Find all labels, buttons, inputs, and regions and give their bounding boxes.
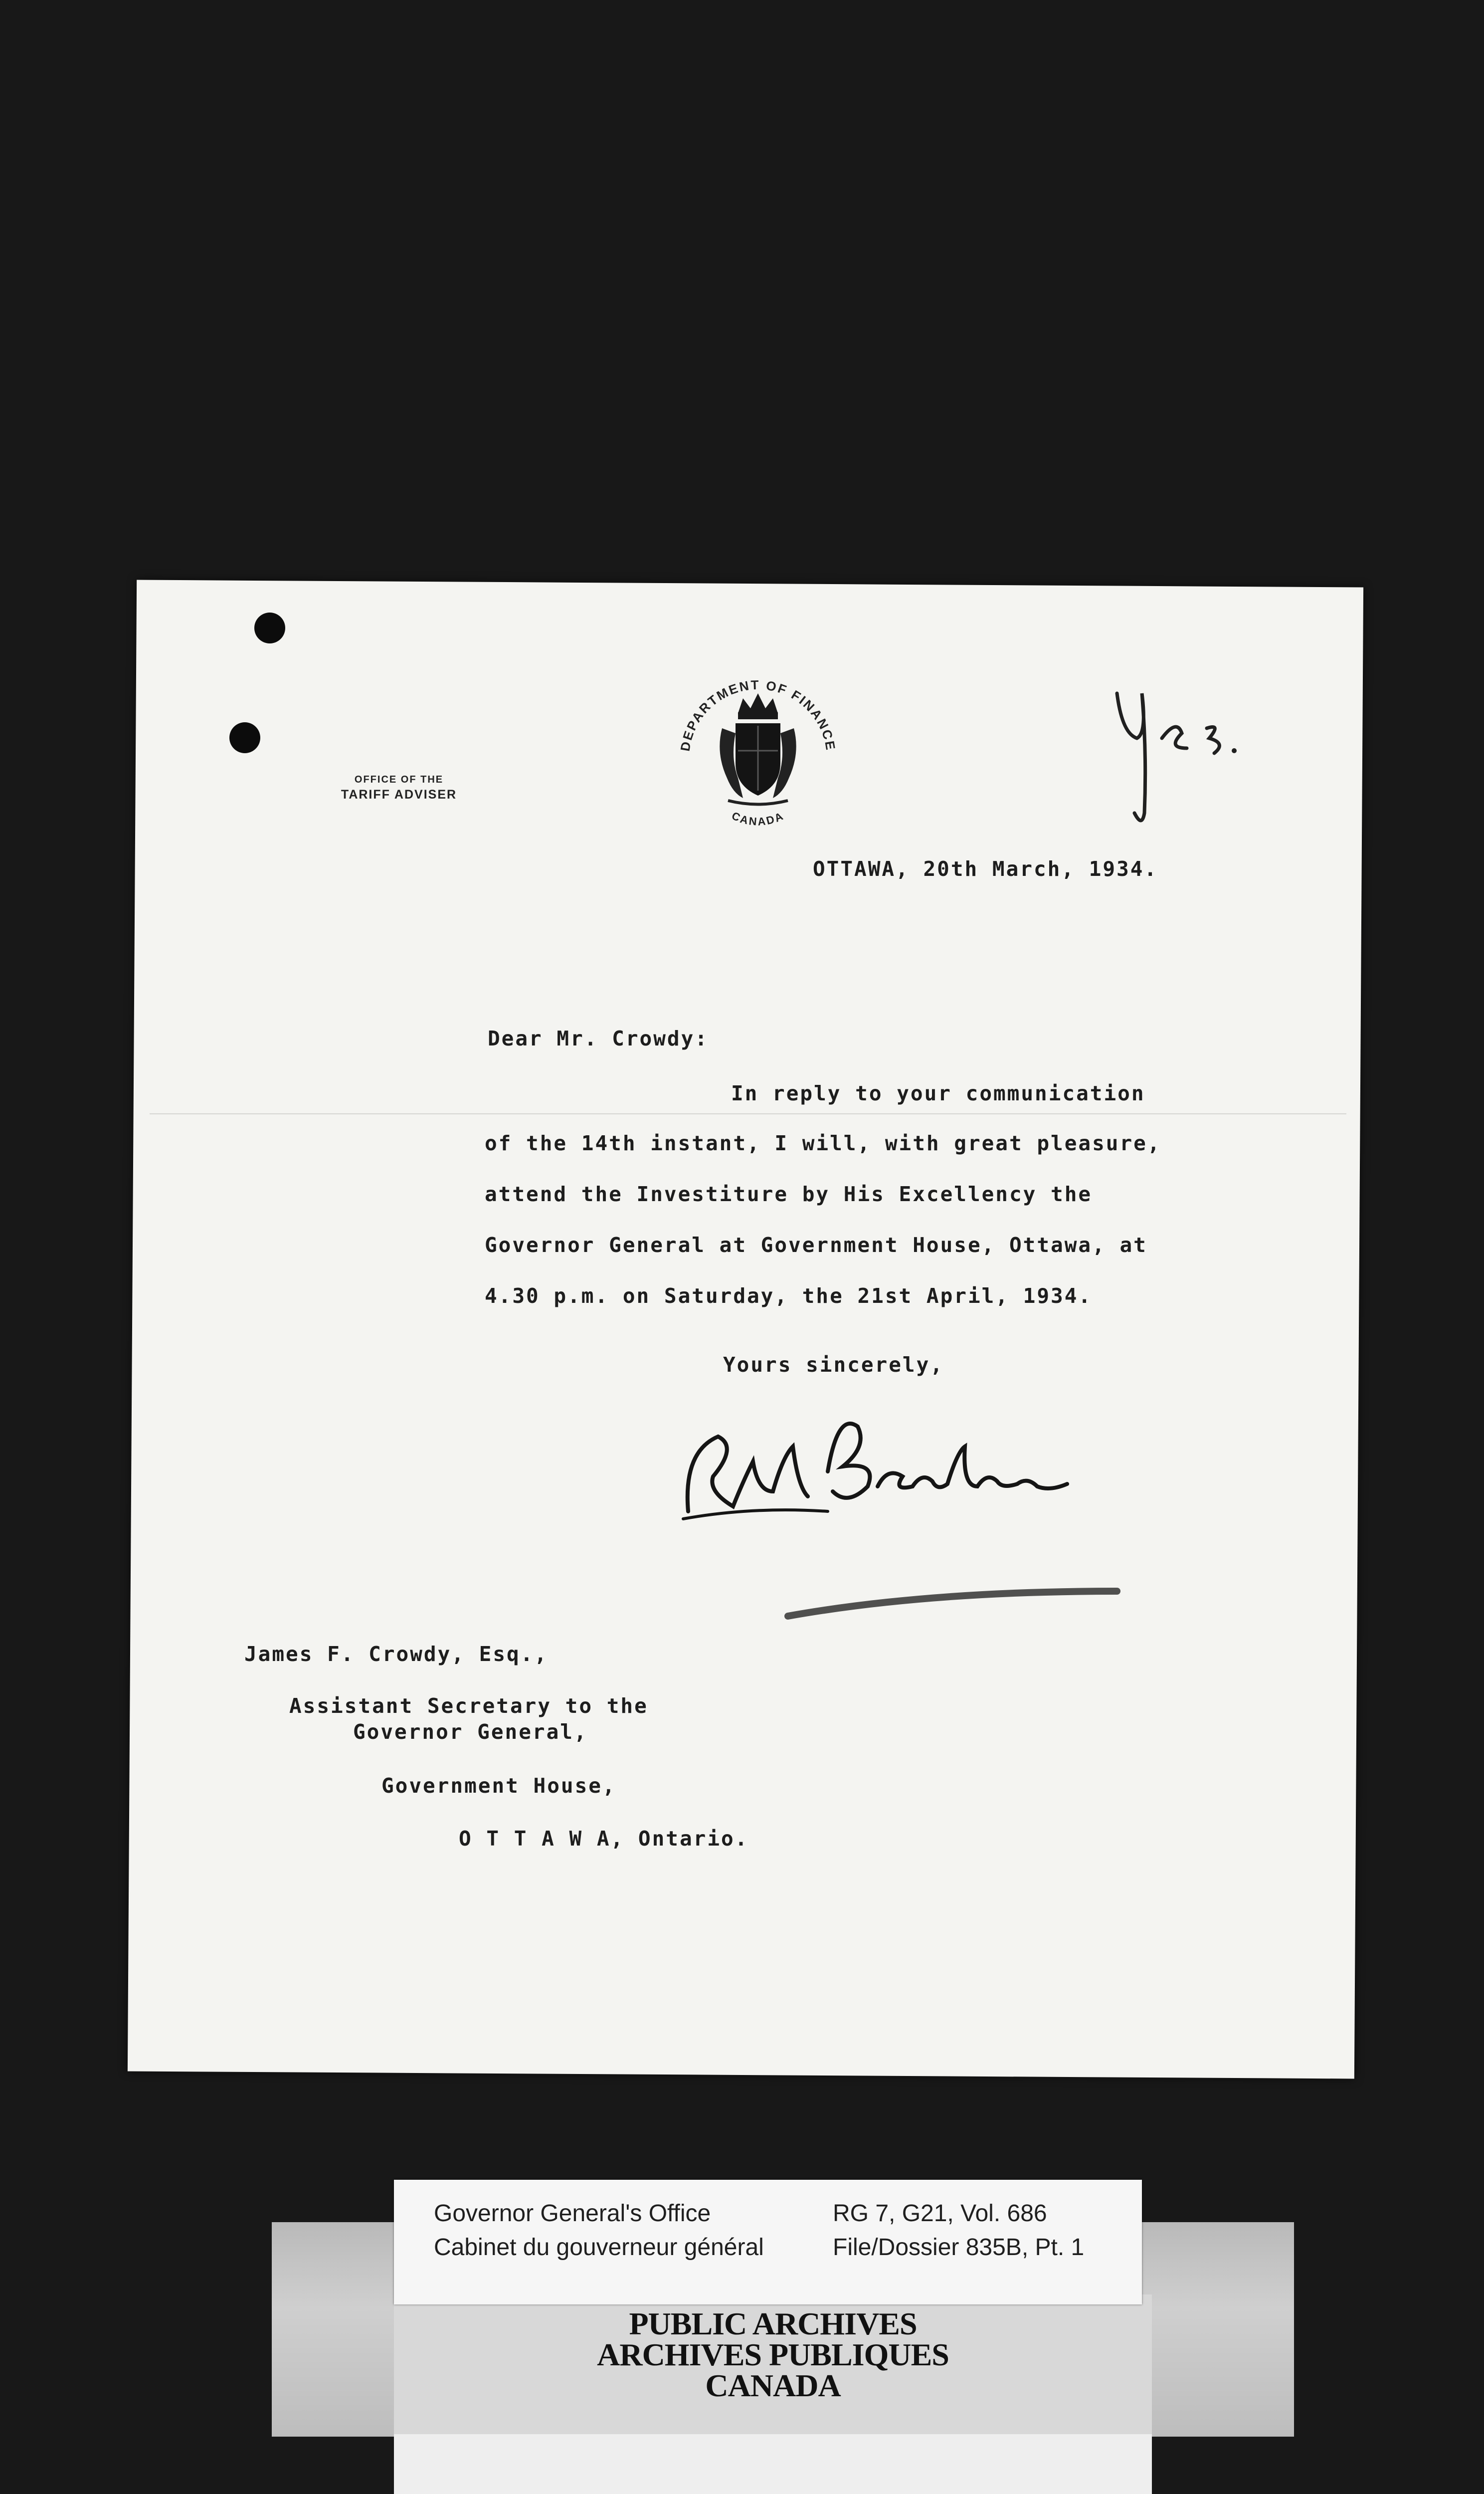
archive-label-card bbox=[394, 2180, 1142, 2304]
dateline: OTTAWA, 20th March, 1934. bbox=[813, 857, 1158, 881]
addressee-place: Government House, bbox=[381, 1774, 616, 1798]
fold-line bbox=[150, 1113, 1346, 1114]
body-line-3: attend the Investiture by His Excellency the bbox=[485, 1182, 1093, 1206]
office-en: Governor General's Office bbox=[434, 2200, 711, 2227]
office-line-2: TARIFF ADVISER bbox=[341, 788, 457, 802]
ref-line-2: File/Dossier 835B, Pt. 1 bbox=[833, 2234, 1085, 2261]
ref-line-1: RG 7, G21, Vol. 686 bbox=[833, 2200, 1047, 2227]
addressee-name: James F. Crowdy, Esq., bbox=[244, 1642, 549, 1666]
office-line-1: OFFICE OF THE bbox=[354, 774, 444, 785]
office-heading bbox=[304, 774, 494, 802]
punch-hole-top bbox=[254, 613, 285, 643]
svg-text:CANADA bbox=[730, 809, 786, 828]
body-line-2: of the 14th instant, I will, with great pleasure, bbox=[485, 1131, 1161, 1155]
archive-base bbox=[394, 2434, 1152, 2494]
punch-hole-bottom bbox=[229, 722, 260, 753]
stamp-line-2: ARCHIVES PUBLIQUES bbox=[597, 2337, 949, 2372]
seal-top-text: DEPARTMENT OF FINANCE bbox=[677, 677, 839, 753]
department-seal bbox=[663, 658, 853, 848]
body-line-1: In reply to your communication bbox=[731, 1081, 1145, 1105]
seal-bottom-text: CANADA bbox=[730, 809, 786, 828]
salutation: Dear Mr. Crowdy: bbox=[488, 1027, 709, 1050]
office-fr: Cabinet du gouverneur général bbox=[434, 2234, 764, 2261]
closing: Yours sincerely, bbox=[723, 1353, 944, 1377]
archive-stamp bbox=[394, 2294, 1152, 2401]
addressee-title-1: Assistant Secretary to the bbox=[289, 1694, 648, 1718]
body-line-4: Governor General at Government House, Ottawa, at bbox=[485, 1233, 1147, 1257]
stamp-line-3: CANADA bbox=[705, 2368, 841, 2403]
addressee-city: O T T A W A, Ontario. bbox=[459, 1827, 749, 1851]
signature bbox=[678, 1392, 1127, 1623]
stamp-line-1: PUBLIC ARCHIVES bbox=[629, 2306, 917, 2341]
handwritten-yes-icon bbox=[1107, 683, 1297, 833]
signature-icon bbox=[678, 1392, 1127, 1621]
addressee-title-2: Governor General, bbox=[353, 1720, 588, 1744]
margin-annotation bbox=[1107, 683, 1297, 835]
archive-stamp-panel bbox=[394, 2294, 1152, 2444]
coat-of-arms-icon bbox=[663, 658, 853, 848]
body-line-5: 4.30 p.m. on Saturday, the 21st April, 1934. bbox=[485, 1284, 1093, 1308]
